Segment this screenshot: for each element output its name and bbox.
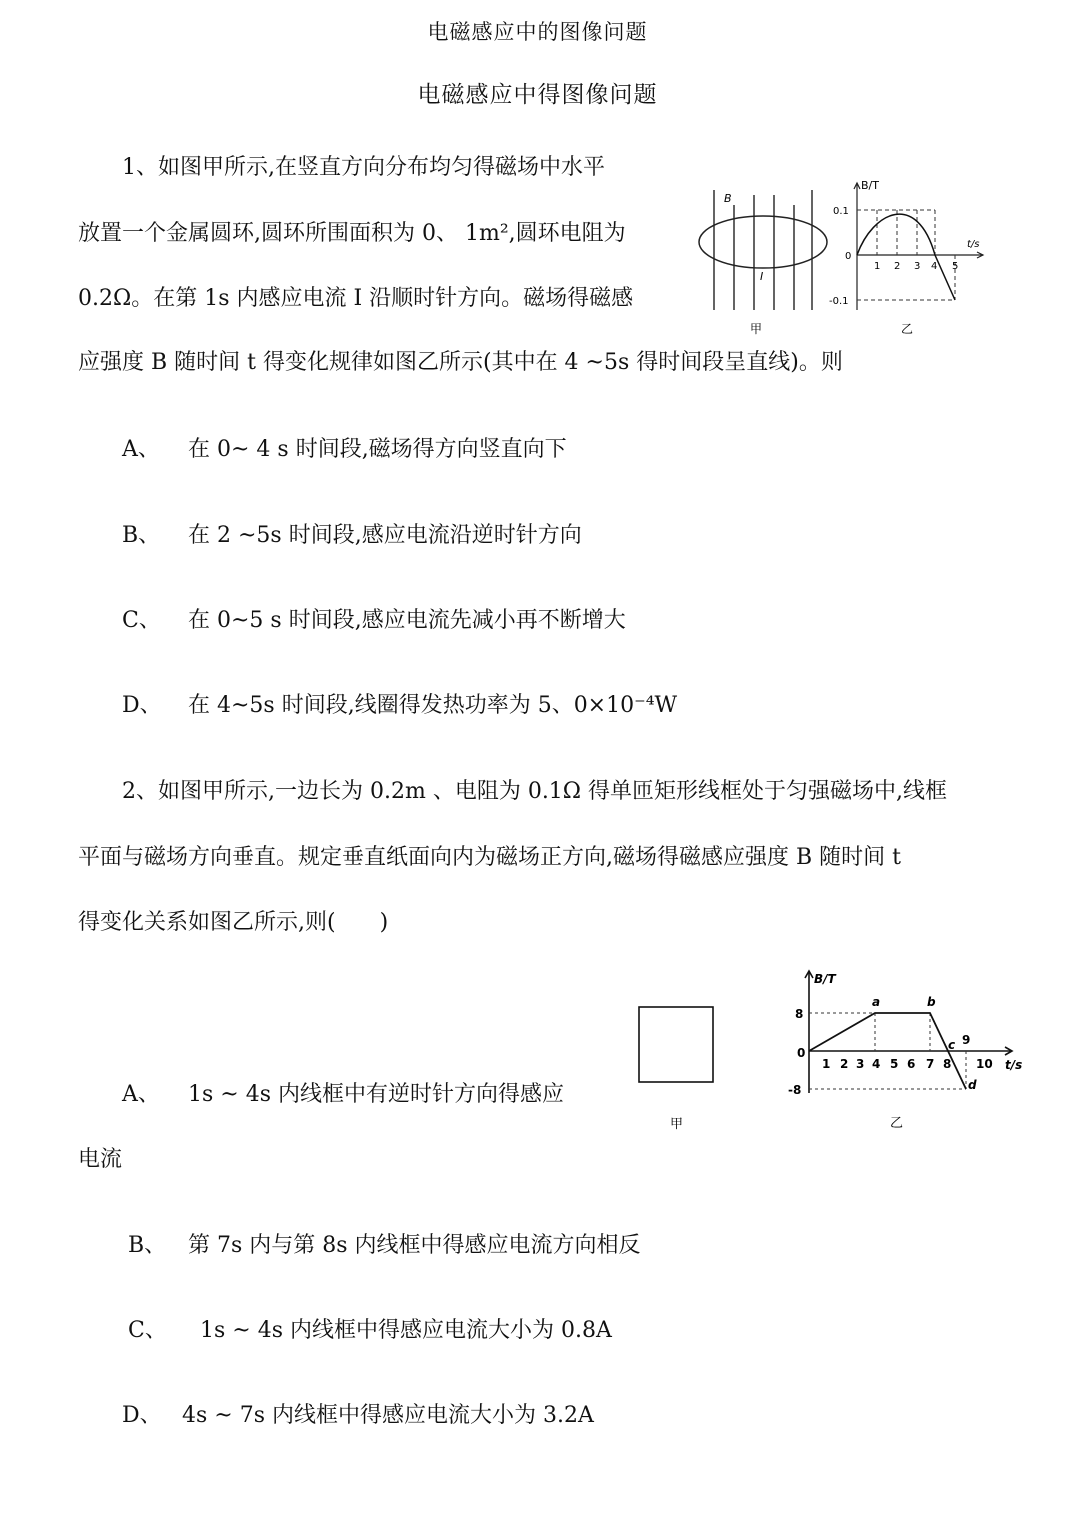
q2-option-a bbox=[122, 1077, 564, 1108]
q1-yi-caption: 乙 bbox=[901, 322, 914, 336]
option-label: C、 bbox=[128, 1318, 167, 1343]
q2-yi-xtick: 1 bbox=[822, 1057, 831, 1071]
q2-yi-xtick: 4 bbox=[872, 1057, 881, 1071]
option-label: D、 bbox=[122, 1403, 162, 1428]
q2-yi-ytick-pos: 8 bbox=[795, 1007, 804, 1021]
q2-line-1: 2、如图甲所示,一边长为 0.2m 、电阻为 0.1Ω 得单匝矩形线框处于匀强磁场中,线框 bbox=[122, 779, 948, 804]
ring bbox=[699, 216, 827, 268]
q2-option-a-cont: 电流 bbox=[78, 1147, 123, 1172]
q1-figure-yi bbox=[825, 175, 995, 340]
option-label: A、 bbox=[122, 437, 160, 462]
q1-option-d bbox=[122, 688, 677, 719]
option-label: C、 bbox=[122, 608, 161, 633]
q2-line-3: 得变化关系如图乙所示,则( ) bbox=[78, 910, 389, 935]
q1-yi-xtick: 5 bbox=[952, 261, 959, 272]
q2-yi-ytick-zero: 0 bbox=[797, 1046, 806, 1060]
q2-yi-point-d: d bbox=[968, 1078, 977, 1092]
q2-figure-yi bbox=[780, 965, 1025, 1135]
option-label: A、 bbox=[122, 1082, 160, 1107]
q2-yi-xtick: 7 bbox=[926, 1057, 935, 1071]
q1-yi-xtick: 3 bbox=[914, 261, 921, 272]
q1-line-1: 1、如图甲所示,在竖直方向分布均匀得磁场中水平 bbox=[122, 155, 605, 180]
option-text: 在 2 ~5s 时间段,感应电流沿逆时针方向 bbox=[188, 523, 582, 548]
q1-yi-ytick-zero: 0 bbox=[845, 251, 852, 262]
option-text: 在 0~ 4 s 时间段,磁场得方向竖直向下 bbox=[188, 437, 567, 462]
q2-yi-xtick: 5 bbox=[890, 1057, 899, 1071]
q2-option-d bbox=[122, 1398, 594, 1429]
option-text: 1s ~ 4s 内线框中有逆时针方向得感应 bbox=[188, 1082, 564, 1107]
page-header: 电磁感应中的图像问题 bbox=[427, 20, 648, 44]
q2-yi-caption: 乙 bbox=[890, 1116, 904, 1131]
q1-yi-ytick-bottom: -0.1 bbox=[829, 296, 849, 307]
q2-line-2: 平面与磁场方向垂直。规定垂直纸面向内为磁场正方向,磁场得磁感应强度 B 随时间 t bbox=[78, 845, 901, 870]
q1-yi-ytick-top: 0.1 bbox=[833, 206, 849, 217]
q2-yi-xtick-10: 10 bbox=[976, 1057, 993, 1071]
q2-yi-ytick-neg: -8 bbox=[788, 1083, 802, 1097]
q1-jia-label-i: I bbox=[760, 270, 764, 283]
q1-line-4: 应强度 B 随时间 t 得变化规律如图乙所示(其中在 4 ~5s 得时间段呈直线)。则 bbox=[78, 350, 843, 375]
q1-yi-xtick: 2 bbox=[894, 261, 901, 272]
q1-figure-jia bbox=[690, 180, 840, 340]
q1-line-3: 0.2Ω。在第 1s 内感应电流 I 沿顺时针方向。磁场得磁感 bbox=[78, 286, 634, 311]
q1-option-c bbox=[122, 603, 626, 634]
q2-yi-xtick: 2 bbox=[840, 1057, 849, 1071]
q1-yi-curve bbox=[857, 214, 955, 300]
q1-option-a bbox=[122, 432, 567, 463]
q2-yi-point-a: a bbox=[872, 995, 881, 1009]
q1-yi-ylabel: B/T bbox=[861, 179, 879, 192]
option-label: D、 bbox=[122, 693, 162, 718]
q1-option-b bbox=[122, 518, 582, 549]
q2-yi-xtick: 8 bbox=[943, 1057, 952, 1071]
q1-line-2: 放置一个金属圆环,圆环所围面积为 0、 1m²,圆环电阻为 bbox=[78, 221, 626, 246]
q2-jia-caption: 甲 bbox=[670, 1117, 684, 1132]
option-label: B、 bbox=[122, 523, 161, 548]
option-text: 4s ~ 7s 内线框中得感应电流大小为 3.2A bbox=[182, 1403, 594, 1428]
q1-yi-xtick: 1 bbox=[874, 261, 881, 272]
q2-yi-xlabel: t/s bbox=[1005, 1058, 1023, 1072]
option-label: B、 bbox=[128, 1233, 167, 1258]
q2-option-b bbox=[128, 1228, 641, 1259]
q2-yi-xtick: 6 bbox=[907, 1057, 916, 1071]
q2-yi-point-c: c bbox=[948, 1038, 956, 1052]
q2-yi-xtick: 3 bbox=[856, 1057, 865, 1071]
q2-yi-xtick-9: 9 bbox=[962, 1033, 971, 1047]
q1-jia-label-b: B bbox=[724, 192, 732, 205]
q1-yi-xlabel: t/s bbox=[967, 239, 980, 250]
option-text: 在 0~5 s 时间段,感应电流先减小再不断增大 bbox=[188, 608, 626, 633]
option-text: 第 7s 内与第 8s 内线框中得感应电流方向相反 bbox=[188, 1233, 641, 1258]
option-text: 1s ~ 4s 内线框中得感应电流大小为 0.8A bbox=[200, 1318, 612, 1343]
q1-jia-caption: 甲 bbox=[750, 322, 763, 336]
q2-yi-ylabel: B/T bbox=[814, 972, 836, 986]
page-title: 电磁感应中得图像问题 bbox=[417, 82, 658, 108]
option-text: 在 4~5s 时间段,线圈得发热功率为 5、0×10⁻⁴W bbox=[188, 693, 678, 718]
q2-option-c bbox=[128, 1313, 612, 1344]
q1-yi-xtick: 4 bbox=[931, 261, 938, 272]
q2-yi-point-b: b bbox=[927, 995, 936, 1009]
square-frame bbox=[639, 1007, 713, 1082]
q2-figure-jia bbox=[628, 995, 728, 1135]
